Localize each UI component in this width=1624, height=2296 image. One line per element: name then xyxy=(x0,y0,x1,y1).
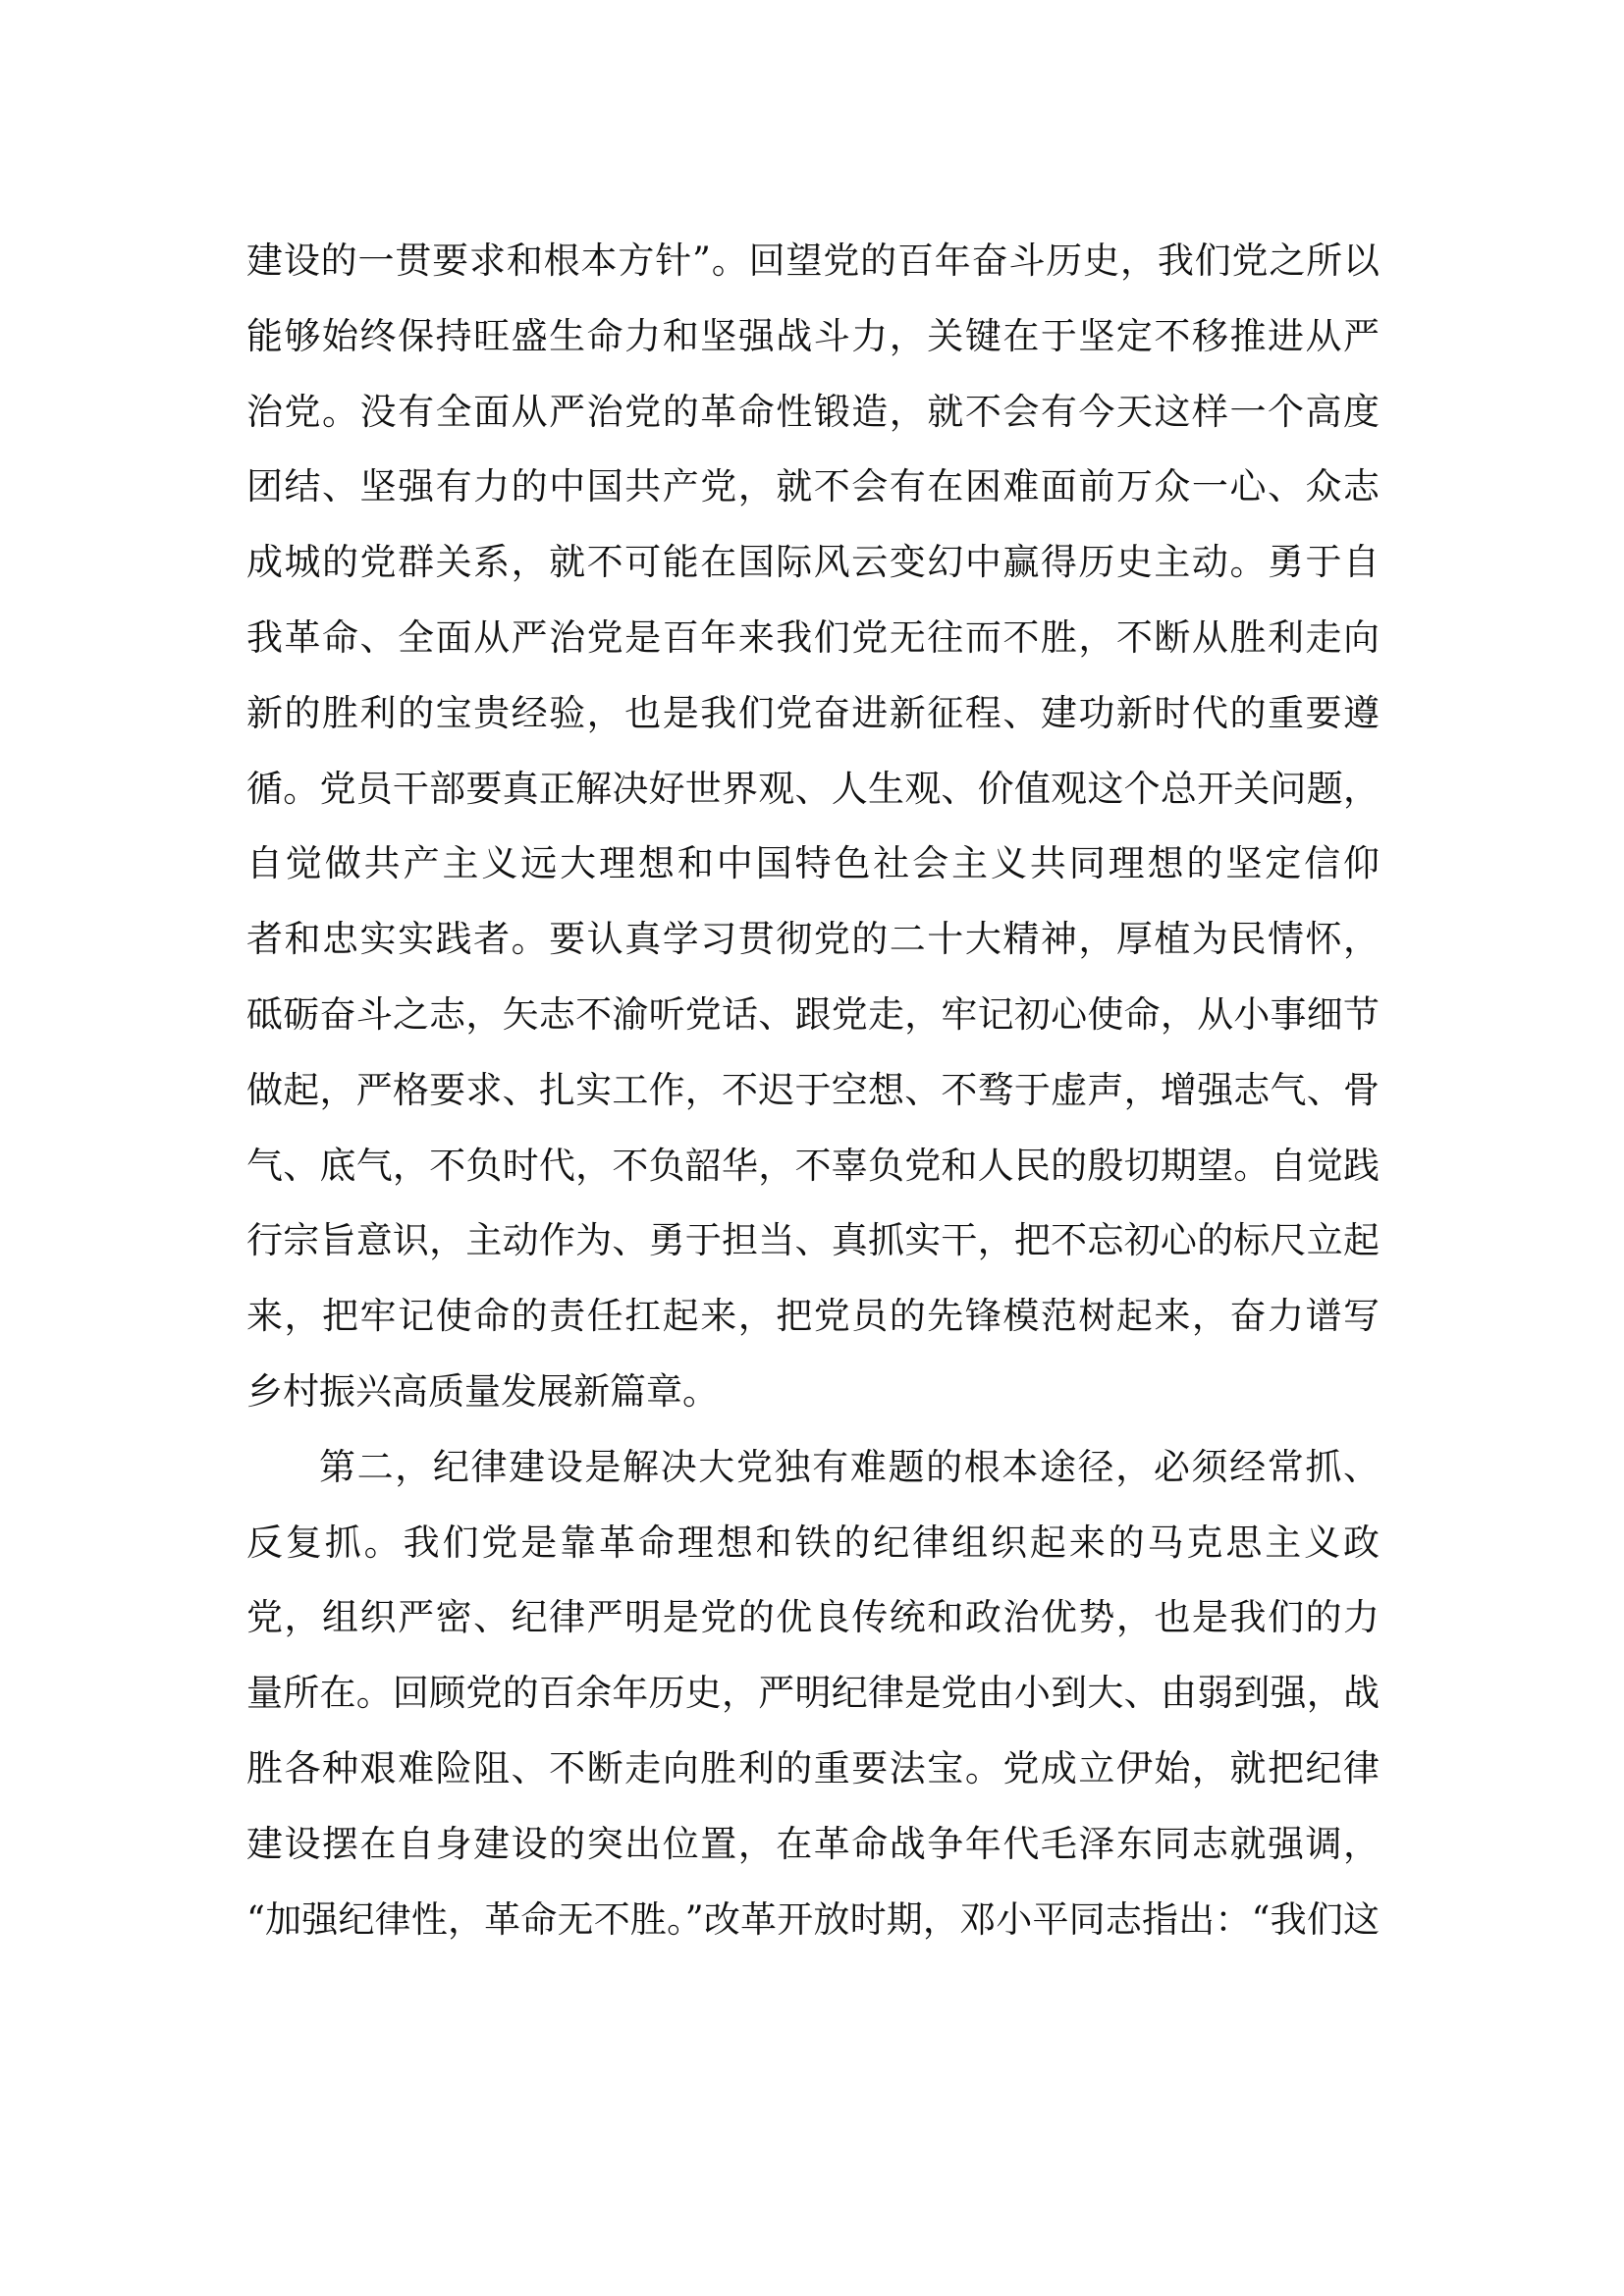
text-line: “加强纪律性，革命无不胜。”改革开放时期，邓小平同志指出：“我们这 xyxy=(246,1897,1380,1941)
text-line: 来，把牢记使命的责任扛起来，把党员的先锋模范树起来，奋力谱写 xyxy=(246,1295,1380,1338)
paragraph-2 xyxy=(246,1430,1380,1958)
text-line: 成城的党群关系，就不可能在国际风云变幻中赢得历史主动。勇于自 xyxy=(246,541,1380,584)
text-line: 砥砺奋斗之志，矢志不渝听党话、跟党走，牢记初心使命，从小事细节 xyxy=(246,992,1380,1036)
text-line: 行宗旨意识，主动作为、勇于担当、真抓实干，把不忘初心的标尺立起 xyxy=(246,1219,1380,1262)
document-body xyxy=(246,224,1380,1957)
text-line: 乡村振兴高质量发展新篇章。 xyxy=(246,1369,719,1413)
text-line: 建设的一贯要求和根本方针”。回望党的百年奋斗历史，我们党之所以 xyxy=(246,240,1380,282)
text-line: 能够始终保持旺盛生命力和坚强战斗力，关键在于坚定不移推进从严 xyxy=(246,314,1380,357)
text-line: 治党。没有全面从严治党的革命性锻造，就不会有今天这样一个高度 xyxy=(246,390,1380,433)
text-line: 胜各种艰难险阻、不断走向胜利的重要法宝。党成立伊始，就把纪律 xyxy=(246,1746,1380,1789)
paragraph-1 xyxy=(246,224,1380,1430)
text-line: 反复抓。我们党是靠革命理想和铁的纪律组织起来的马克思主义政 xyxy=(246,1521,1380,1564)
text-line: 我革命、全面从严治党是百年来我们党无往而不胜，不断从胜利走向 xyxy=(246,615,1380,659)
text-line: 党，组织严密、纪律严明是党的优良传统和政治优势，也是我们的力 xyxy=(246,1596,1380,1639)
text-line: 第二，纪律建设是解决大党独有难题的根本途径，必须经常抓、 xyxy=(319,1445,1380,1488)
text-line: 自觉做共产主义远大理想和中国特色社会主义共同理想的坚定信仰 xyxy=(246,842,1380,885)
text-line: 者和忠实实践者。要认真学习贯彻党的二十大精神，厚植为民情怀， xyxy=(246,918,1380,961)
text-line: 新的胜利的宝贵经验，也是我们党奋进新征程、建功新时代的重要遵 xyxy=(246,691,1380,734)
text-line: 建设摆在自身建设的突出位置，在革命战争年代毛泽东同志就强调， xyxy=(246,1822,1380,1865)
text-line: 气、底气，不负时代，不负韶华，不辜负党和人民的殷切期望。自觉践 xyxy=(246,1144,1380,1187)
text-line: 做起，严格要求、扎实工作，不迟于空想、不骛于虚声，增强志气、骨 xyxy=(246,1068,1380,1111)
text-line: 循。党员干部要真正解决好世界观、人生观、价值观这个总开关问题， xyxy=(246,767,1380,810)
text-line: 团结、坚强有力的中国共产党，就不会有在困难面前万众一心、众志 xyxy=(246,465,1380,508)
text-line: 量所在。回顾党的百余年历史，严明纪律是党由小到大、由弱到强，战 xyxy=(246,1672,1380,1715)
